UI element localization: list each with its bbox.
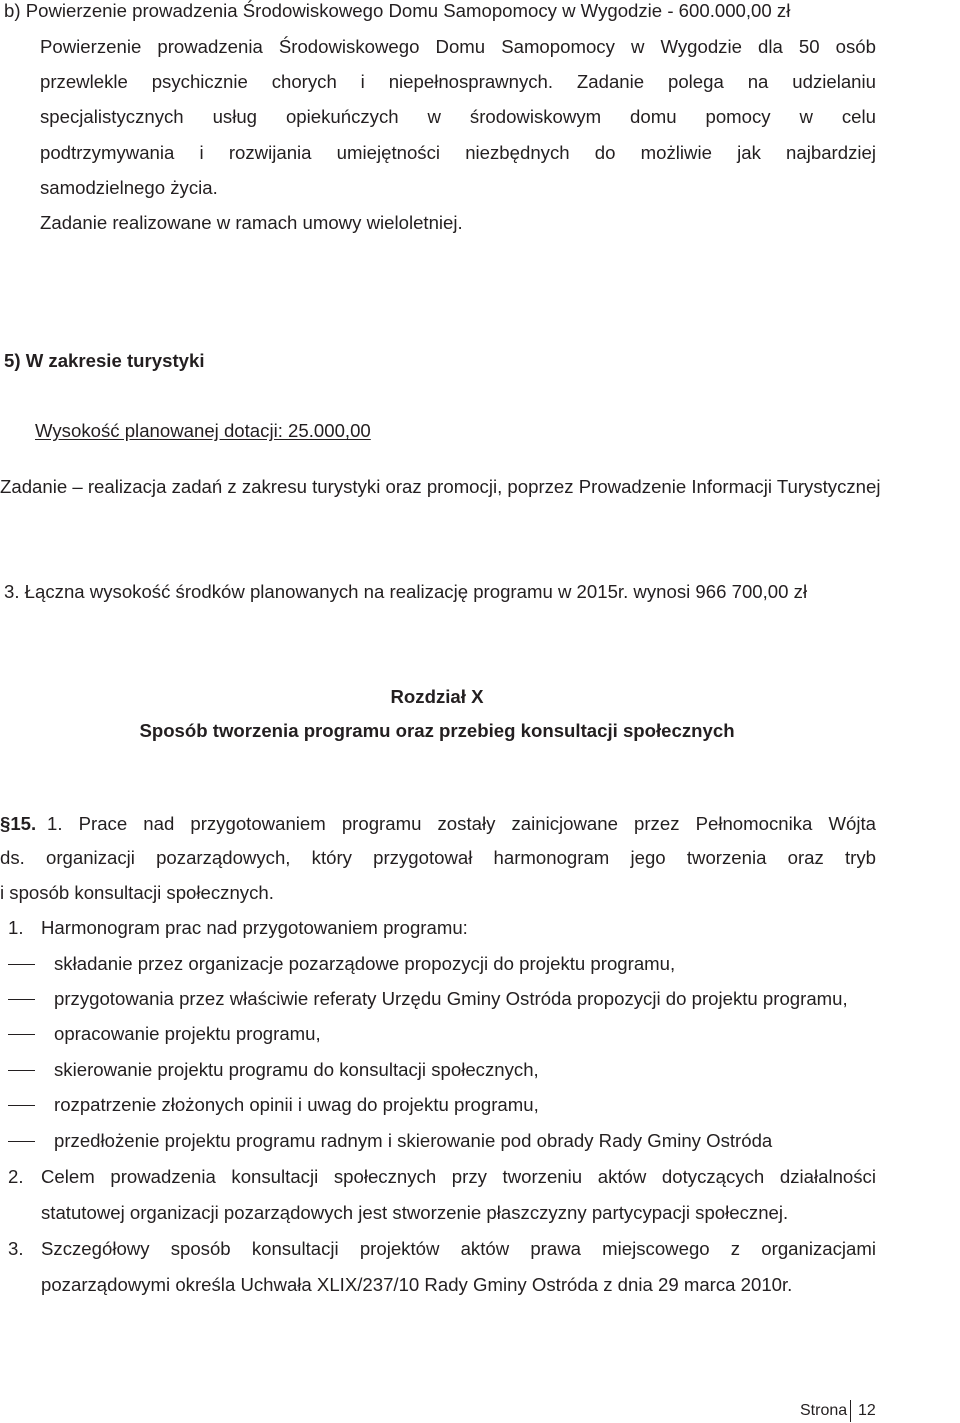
list-dash <box>8 999 35 1000</box>
paragraph-15-line-3: i sposób konsultacji społecznych. <box>0 882 274 903</box>
footer-divider <box>850 1400 851 1422</box>
section-5-task: Zadanie – realizacja zadań z zakresu turystyki oraz promocji, poprzez Prowadzenie Informacji Turystycznej <box>0 476 881 497</box>
section-b-line-2: przewlekle psychicznie chorych i niepełnosprawnych. Zadanie polega na udzielaniu <box>40 71 876 92</box>
section-b-multi-year: Zadanie realizowane w ramach umowy wieloletniej. <box>40 212 463 233</box>
list-dash <box>8 964 35 965</box>
schedule-item-4: skierowanie projektu programu do konsultacji społecznych, <box>54 1059 539 1080</box>
footer-page-label: Strona <box>800 1402 848 1419</box>
list-dash <box>8 1034 35 1035</box>
section-b-line-4: podtrzymywania i rozwijania umiejętności niezbędnych do możliwie jak najbardziej <box>40 142 876 163</box>
section-5-heading: 5) W zakresie turystyki <box>4 350 205 371</box>
point-2-line-1: Celem prowadzenia konsultacji społecznych przy tworzeniu aktów dotyczących działalności <box>41 1166 876 1187</box>
schedule-item-1: składanie przez organizacje pozarządowe propozycji do projektu programu, <box>54 953 676 974</box>
section-b-header: b) Powierzenie prowadzenia Środowiskowego Domu Samopomocy w Wygodzie - 600.000,00 zł <box>4 0 791 21</box>
section-b-line-1: Powierzenie prowadzenia Środowiskowego Domu Samopomocy w Wygodzie dla 50 osób <box>40 36 876 57</box>
paragraph-15-line-1: 1. Prace nad przygotowaniem programu zostały zainicjowane przez Pełnomocnika Wójta <box>47 813 876 834</box>
point-3-number: 3. <box>8 1238 24 1259</box>
point-2-line-2: statutowej organizacji pozarządowych jest stworzenie płaszczyzny partycypacji społecznej. <box>41 1202 789 1223</box>
schedule-item-5: rozpatrzenie złożonych opinii i uwag do projektu programu, <box>54 1094 539 1115</box>
schedule-item-2: przygotowania przez właściwie referaty Urzędu Gminy Ostróda propozycji do projektu programu, <box>54 988 848 1009</box>
schedule-title: Harmonogram prac nad przygotowaniem programu: <box>41 917 468 938</box>
list-dash <box>8 1070 35 1071</box>
list-dash <box>8 1141 35 1142</box>
schedule-item-3: opracowanie projektu programu, <box>54 1023 321 1044</box>
point-2-number: 2. <box>8 1166 24 1187</box>
section-b-line-3: specjalistycznych usług opiekuńczych w środowiskowym domu pomocy w celu <box>40 106 876 127</box>
chapter-title: Rozdział X <box>390 686 484 707</box>
section-5-grant: Wysokość planowanej dotacji: 25.000,00 <box>35 420 371 441</box>
schedule-number: 1. <box>8 917 24 938</box>
chapter-subtitle: Sposób tworzenia programu oraz przebieg konsultacji społecznych <box>139 720 735 741</box>
footer-page-number: 12 <box>858 1402 876 1419</box>
schedule-item-6: przedłożenie projektu programu radnym i skierowanie pod obrady Rady Gminy Ostróda <box>54 1130 773 1151</box>
point-3-line-1: Szczegółowy sposób konsultacji projektów aktów prawa miejscowego z organizacjami <box>41 1238 876 1259</box>
section-b-line-5: samodzielnego życia. <box>40 177 218 198</box>
total-amount: 3. Łączna wysokość środków planowanych na realizację programu w 2015r. wynosi 966 700,00 zł <box>4 581 808 602</box>
list-dash <box>8 1105 35 1106</box>
point-3-line-2: pozarządowymi określa Uchwała XLIX/237/10 Rady Gminy Ostróda z dnia 29 marca 2010r. <box>41 1274 793 1295</box>
paragraph-15-number: §15. <box>0 813 37 834</box>
paragraph-15-line-2: ds. organizacji pozarządowych, który przygotował harmonogram jego tworzenia oraz tryb <box>0 847 876 868</box>
